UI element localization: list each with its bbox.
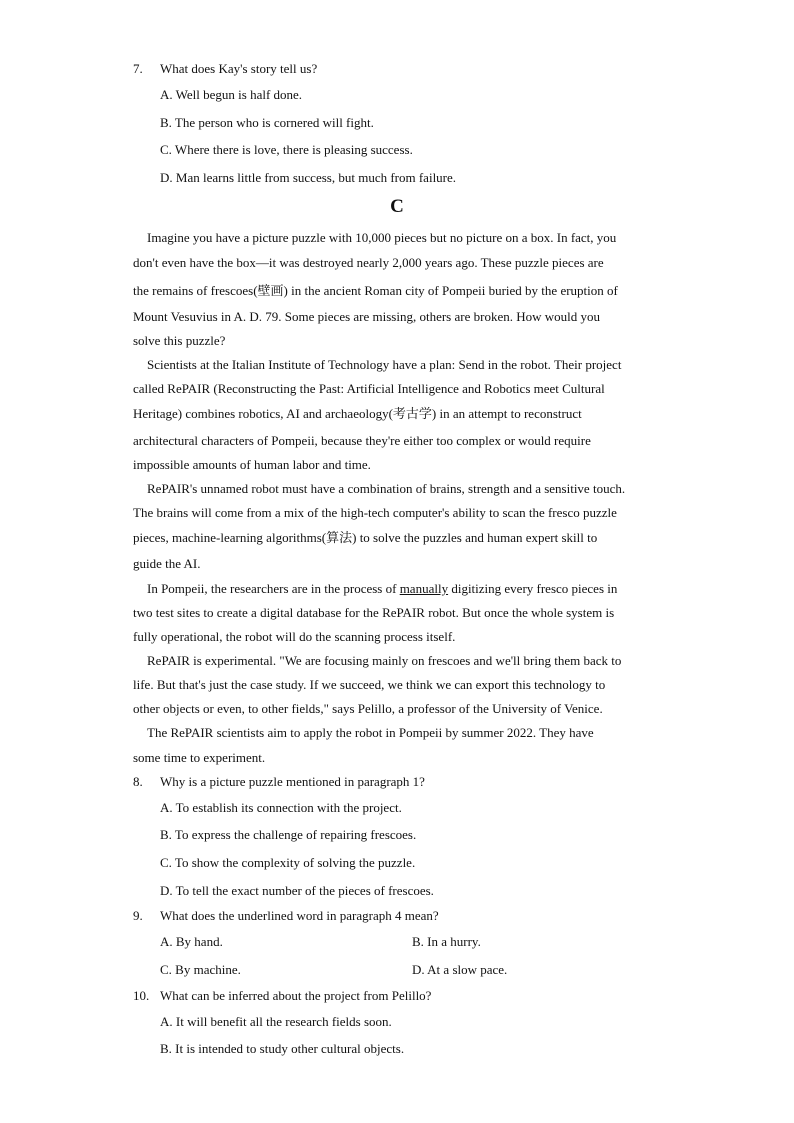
passage-line: two test sites to create a digital database for the RePAIR robot. But once the whole system is [133,605,615,620]
passage-line: The brains will come from a mix of the high-tech computer's ability to scan the fresco puzzle [133,505,617,520]
passage-line: life. But that's just the case study. If we succeed, we think we can export this technology to [133,677,606,692]
passage-line: called RePAIR (Reconstructing the Past: Artificial Intelligence and Robotics meet Cultural [133,381,605,396]
passage-line: impossible amounts of human labor and time. [133,457,371,472]
question-text: What does the underlined word in paragraph 4 mean? [160,908,439,923]
option-a: A. By hand. [160,934,223,949]
option-d: D. At a slow pace. [412,962,508,977]
passage-line: some time to experiment. [133,750,266,765]
question-number: 8. [133,774,143,789]
passage-line: fully operational, the robot will do the scanning process itself. [133,629,456,644]
question-text: What does Kay's story tell us? [160,61,318,76]
option-c: C. Where there is love, there is pleasing success. [160,142,413,157]
passage-line: RePAIR is experimental. "We are focusing mainly on frescoes and we'll bring them back to [147,653,622,668]
option-a: A. It will benefit all the research fields soon. [160,1014,392,1029]
passage-line: Mount Vesuvius in A. D. 79. Some pieces are missing, others are broken. How would you [133,309,600,324]
passage-line-underlined-word [133,581,677,597]
question-text: What can be inferred about the project from Pelillo? [160,988,432,1003]
option-b: B. To express the challenge of repairing frescoes. [160,827,417,842]
passage-line: pieces, machine-learning algorithms(算法) to solve the puzzles and human expert skill to [133,530,598,545]
option-a: A. Well begun is half done. [160,87,303,102]
passage-text: digitizing every fresco pieces in [448,581,618,596]
section-heading: C [390,196,404,217]
passage-line: solve this puzzle? [133,333,226,348]
option-b: B. The person who is cornered will fight. [160,115,374,130]
passage-line: don't even have the box—it was destroyed nearly 2,000 years ago. These puzzle pieces are [133,255,604,270]
option-b: B. It is intended to study other cultural objects. [160,1041,405,1056]
question-text: Why is a picture puzzle mentioned in paragraph 1? [160,774,425,789]
passage-line: The RePAIR scientists aim to apply the robot in Pompeii by summer 2022. They have [147,725,594,740]
question-number: 7. [133,61,143,76]
passage-line: RePAIR's unnamed robot must have a combination of brains, strength and a sensitive touch. [147,481,626,496]
passage-line: Scientists at the Italian Institute of Technology have a plan: Send in the robot. Their project [147,357,622,372]
passage-line: other objects or even, to other fields," says Pelillo, a professor of the University of Venice. [133,701,603,716]
passage-line: architectural characters of Pompeii, because they're either too complex or would require [133,433,591,448]
passage-line: Imagine you have a picture puzzle with 10,000 pieces but no picture on a box. In fact, you [147,230,617,245]
passage-line: Heritage) combines robotics, AI and archaeology(考古学) in an attempt to reconstruct [133,406,582,421]
option-a: A. To establish its connection with the project. [160,800,402,815]
passage-text: In Pompeii, the researchers are in the process of [147,581,400,596]
option-d: D. To tell the exact number of the pieces of frescoes. [160,883,434,898]
question-number: 10. [133,988,150,1003]
passage-line: the remains of frescoes(壁画) in the ancient Roman city of Pompeii buried by the eruption of [133,283,618,298]
option-d: D. Man learns little from success, but much from failure. [160,170,457,185]
option-c: C. To show the complexity of solving the puzzle. [160,855,416,870]
option-c: C. By machine. [160,962,241,977]
question-number: 9. [133,908,143,923]
passage-line: guide the AI. [133,556,201,571]
underlined-word: manually [399,581,449,596]
option-b: B. In a hurry. [412,934,481,949]
